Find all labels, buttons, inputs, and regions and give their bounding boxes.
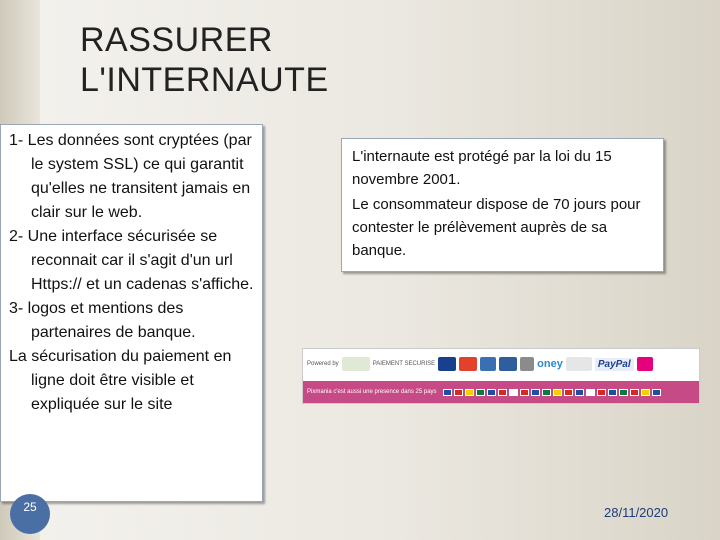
left-paragraph-1: 1- Les données sont cryptées (par le system SSL) ce qui garantit qu'elles ne transitent jamais en clair sur le web. <box>9 132 252 221</box>
paypal-logo: PayPal <box>595 358 634 371</box>
powered-by-label: Powered by <box>307 361 339 367</box>
partner-logos-row <box>303 349 699 379</box>
flag-icon <box>465 389 474 396</box>
flag-icon <box>443 389 452 396</box>
flag-icon <box>575 389 584 396</box>
flags-row <box>443 389 661 396</box>
slide-title <box>80 20 500 100</box>
left-paragraph-3: 3- logos et mentions des partenaires de banque. <box>9 300 196 341</box>
secure-payment-label: PAIEMENT SECURISE <box>372 361 436 367</box>
card-icon <box>499 357 517 371</box>
partner-logos-image <box>302 348 700 404</box>
flag-icon <box>652 389 661 396</box>
flag-icon <box>553 389 562 396</box>
flag-icon <box>487 389 496 396</box>
right-paragraph-2: Le consommateur dispose de 70 jours pour contester le prélèvement auprès de sa banque. <box>352 196 641 259</box>
countries-text: Pixmania c'est aussi une presence dans 25 pays <box>307 389 437 395</box>
fianet-icon <box>566 357 592 371</box>
slide-date: 28/11/2020 <box>604 505 669 520</box>
flag-icon <box>498 389 507 396</box>
right-paragraph-1: L'internaute est protégé par la loi du 15 novembre 2001. <box>352 148 612 188</box>
flag-icon <box>619 389 628 396</box>
flag-icon <box>520 389 529 396</box>
title-line-2: L'INTERNAUTE <box>80 61 329 99</box>
countries-strip <box>303 381 699 403</box>
flag-icon <box>542 389 551 396</box>
left-paragraph-2: 2- Une interface sécurisée se reconnait car il s'agit d'un url Https:// et un cadenas s'affiche. <box>9 228 254 293</box>
pixmania-icon <box>637 357 653 371</box>
flag-icon <box>586 389 595 396</box>
title-line-1: RASSURER <box>80 21 273 59</box>
flag-icon <box>454 389 463 396</box>
flag-icon <box>597 389 606 396</box>
page-number: 25 <box>23 500 37 514</box>
flag-icon <box>509 389 518 396</box>
bank-logo-icon <box>342 357 370 371</box>
mastercard-icon <box>459 357 477 371</box>
page-number-badge <box>10 494 50 534</box>
left-text-box <box>0 124 263 502</box>
flag-icon <box>641 389 650 396</box>
lock-icon <box>520 357 534 371</box>
flag-icon <box>564 389 573 396</box>
flag-icon <box>630 389 639 396</box>
visa-icon <box>438 357 456 371</box>
cb-icon <box>480 357 496 371</box>
oney-logo: oney <box>537 358 563 370</box>
flag-icon <box>476 389 485 396</box>
right-text-box <box>341 138 664 272</box>
left-paragraph-4: La sécurisation du paiement en ligne doit être visible et expliquée sur le site <box>9 348 232 413</box>
flag-icon <box>531 389 540 396</box>
flag-icon <box>608 389 617 396</box>
